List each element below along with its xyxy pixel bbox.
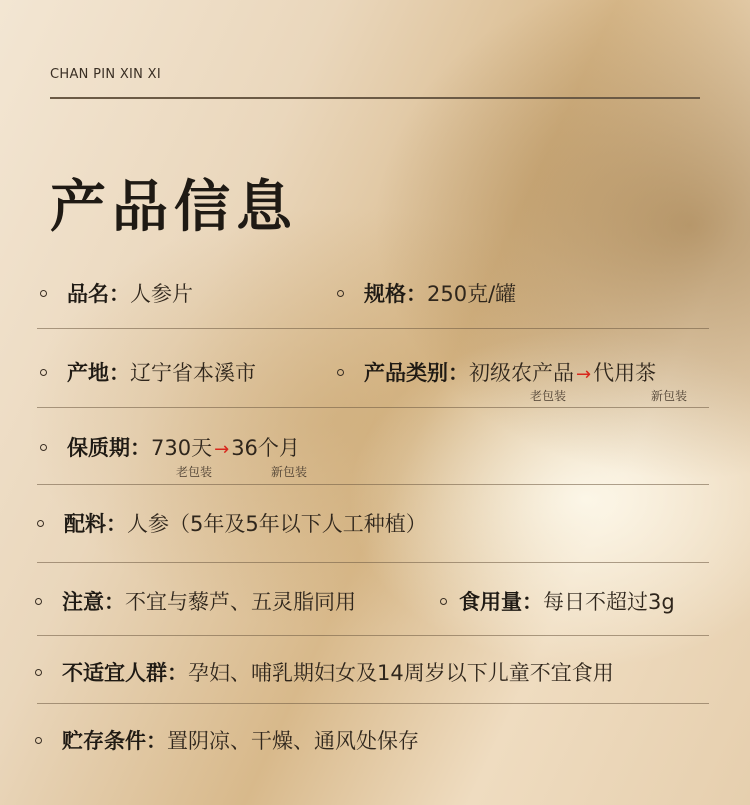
bullet-icon: [40, 290, 47, 297]
item-value: 孕妇、哺乳期妇女及14周岁以下儿童不宜食用: [188, 661, 614, 685]
item-value: 每日不超过3g: [543, 590, 675, 614]
bullet-icon: [440, 598, 447, 605]
bullet-icon: [35, 669, 42, 676]
row-divider: [37, 328, 709, 329]
item-value: 不宜与藜芦、五灵脂同用: [125, 590, 356, 614]
row-divider: [37, 703, 709, 704]
item-shelf-life: [40, 432, 300, 462]
row-divider: [37, 562, 709, 563]
old-package-note: 老包装: [530, 389, 567, 403]
item-value: 人参片: [130, 282, 193, 306]
bullet-icon: [337, 369, 344, 376]
new-package-note: 新包装: [651, 389, 688, 403]
item-caution: [35, 586, 356, 616]
item-ingredients: [37, 508, 427, 538]
item-value: 辽宁省本溪市: [130, 361, 256, 385]
row-divider: [37, 484, 709, 485]
item-label: 产地：: [67, 361, 130, 385]
arrow-right-icon: →: [214, 439, 230, 460]
new-value: 36个月: [231, 436, 300, 460]
old-package-note: 老包装: [176, 465, 213, 479]
item-label: 保质期：: [67, 436, 151, 460]
item-label: 配料：: [64, 512, 127, 536]
item-value: 人参（5年及5年以下人工种植）: [127, 512, 427, 536]
item-label: 不适宜人群：: [62, 661, 188, 685]
item-category: [337, 357, 656, 387]
item-value: 置阴凉、干燥、通风处保存: [167, 729, 419, 753]
bullet-icon: [40, 369, 47, 376]
row-divider: [37, 407, 709, 408]
page-subtitle: CHAN PIN XIN XI: [50, 67, 161, 82]
old-value: 初级农产品: [469, 361, 574, 385]
item-label: 注意：: [62, 590, 125, 614]
item-dosage: [440, 586, 675, 616]
top-divider: [50, 97, 700, 99]
item-label: 产品类别：: [364, 361, 469, 385]
old-value: 730天: [151, 436, 213, 460]
bullet-icon: [35, 598, 42, 605]
new-package-note: 新包装: [271, 465, 308, 479]
item-label: 品名：: [67, 282, 130, 306]
item-storage: [35, 725, 419, 755]
bullet-icon: [337, 290, 344, 297]
item-label: 食用量：: [459, 590, 543, 614]
bullet-icon: [40, 444, 47, 451]
item-unsuitable: [35, 657, 614, 687]
item-label: 贮存条件：: [62, 729, 167, 753]
page-title: 产品信息: [50, 175, 298, 240]
new-value: 代用茶: [593, 361, 657, 385]
item-label: 规格：: [364, 282, 427, 306]
item-origin: [40, 357, 256, 387]
item-value: 250克/罐: [427, 282, 517, 306]
bullet-icon: [35, 737, 42, 744]
bullet-icon: [37, 520, 44, 527]
item-name: [40, 278, 193, 308]
arrow-right-icon: →: [576, 364, 592, 385]
item-spec: [337, 278, 516, 308]
row-divider: [37, 635, 709, 636]
